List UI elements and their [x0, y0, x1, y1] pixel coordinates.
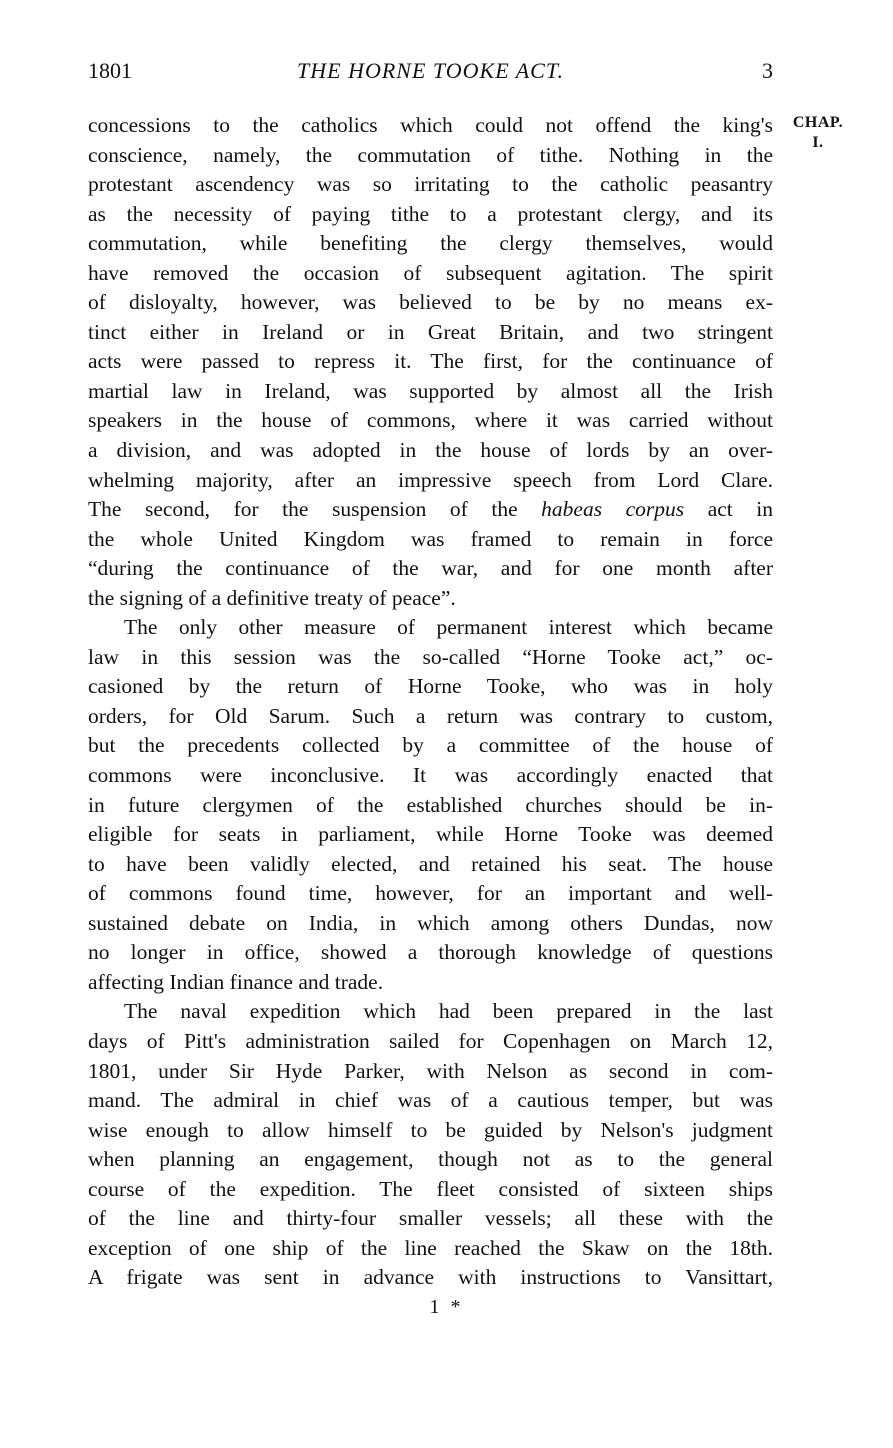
text-line: no longer in office, showed a thorough knowledge of questions	[88, 940, 773, 965]
text-line: the signing of a definitive treaty of peace”.	[88, 585, 456, 610]
text-line: the whole United Kingdom was framed to remain in force	[88, 526, 773, 551]
text-line: have removed the occasion of subsequent agitation. The spirit	[88, 260, 773, 285]
text-line: tinct either in Ireland or in Great Britain, and two stringent	[88, 319, 773, 344]
text-line: The only other measure of permanent interest which became	[124, 615, 773, 640]
text-segment: The second, for the suspension of the	[88, 497, 518, 522]
text-line: of the line and thirty-four smaller vessels; all these with the	[88, 1206, 773, 1231]
text-line: speakers in the house of commons, where it was carried without	[88, 408, 773, 433]
header-year: 1801	[88, 58, 132, 83]
text-line: The naval expedition which had been prepared in the last	[124, 999, 773, 1024]
text-line: in future clergymen of the established churches should be in-	[88, 792, 773, 817]
text-line: but the precedents collected by a committee of the house of	[88, 733, 773, 758]
italic-phrase: habeas corpus	[541, 497, 685, 522]
text-line: A frigate was sent in advance with instructions to Vansittart,	[88, 1265, 773, 1290]
text-line: to have been validly elected, and retained his seat. The house	[88, 851, 773, 876]
text-line-mixed	[88, 495, 773, 525]
header-title: THE HORNE TOOKE ACT.	[297, 58, 564, 83]
text-line: mand. The admiral in chief was of a cautious temper, but was	[88, 1088, 773, 1113]
chapter-margin-note	[783, 113, 853, 153]
text-line: as the necessity of paying tithe to a protestant clergy, and its	[88, 201, 773, 226]
text-line: 1801, under Sir Hyde Parker, with Nelson as second in com-	[88, 1058, 773, 1083]
text-line: wise enough to allow himself to be guided by Nelson's judgment	[88, 1117, 773, 1142]
running-header	[88, 58, 773, 92]
text-line: casioned by the return of Horne Tooke, who was in holy	[88, 674, 773, 699]
text-line: of commons found time, however, for an important and well-	[88, 881, 773, 906]
text-line: protestant ascendency was so irritating to the catholic peasantry	[88, 172, 773, 197]
text-line: affecting Indian finance and trade.	[88, 969, 384, 994]
text-line: whelming majority, after an impressive speech from Lord Clare.	[88, 467, 773, 492]
text-line: commutation, while benefiting the clergy themselves, would	[88, 231, 773, 256]
text-line: commons were inconclusive. It was accordingly enacted that	[88, 763, 773, 788]
text-line: a division, and was adopted in the house of lords by an over-	[88, 438, 773, 463]
text-line: acts were passed to repress it. The first, for the continuance of	[88, 349, 773, 374]
text-line: course of the expedition. The fleet consisted of sixteen ships	[88, 1176, 773, 1201]
text-line: law in this session was the so-called “Horne Tooke act,” oc-	[88, 644, 773, 669]
text-line: conscience, namely, the commutation of tithe. Nothing in the	[88, 142, 773, 167]
signature-mark: 1 *	[429, 1296, 464, 1318]
text-line: of disloyalty, however, was believed to be by no means ex-	[88, 290, 773, 315]
text-line: martial law in Ireland, was supported by almost all the Irish	[88, 378, 773, 403]
text-line: exception of one ship of the line reached the Skaw on the 18th.	[88, 1235, 773, 1260]
margin-note-number: I.	[812, 134, 824, 151]
text-line: days of Pitt's administration sailed for Copenhagen on March 12,	[88, 1028, 773, 1053]
text-line: eligible for seats in parliament, while Horne Tooke was deemed	[88, 822, 773, 847]
text-line: “during the continuance of the war, and for one month after	[88, 556, 773, 581]
text-line: orders, for Old Sarum. Such a return was contrary to custom,	[88, 703, 773, 728]
text-line: sustained debate on India, in which among others Dundas, now	[88, 910, 773, 935]
margin-note-chap: CHAP.	[792, 114, 844, 131]
text-line: concessions to the catholics which could not offend the king's	[88, 113, 773, 137]
text-segment: act in	[707, 497, 774, 522]
body-text	[88, 111, 773, 1293]
text-line: when planning an engagement, though not as to the general	[88, 1147, 773, 1172]
page-number: 3	[762, 58, 773, 83]
